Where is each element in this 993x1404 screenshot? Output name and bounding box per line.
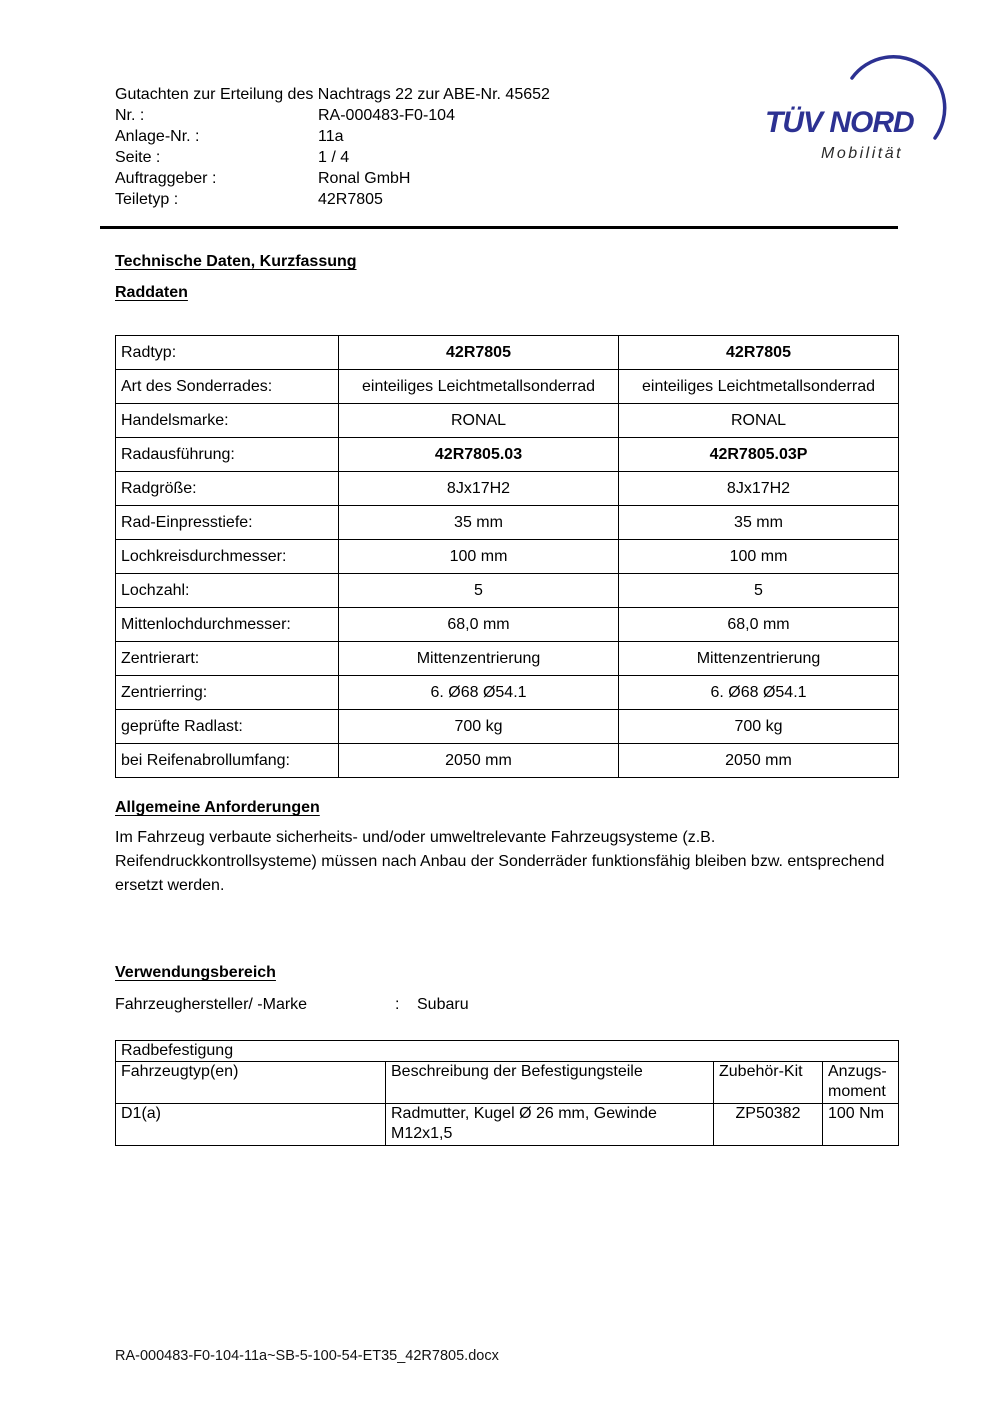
cell-beschreibung: Radmutter, Kugel Ø 26 mm, Gewinde M12x1,5 [386, 1104, 714, 1146]
table-row [116, 608, 899, 642]
header-field-row [115, 105, 898, 126]
header-field-row [115, 126, 898, 147]
row-value-2: Mittenzentrierung [619, 642, 899, 676]
table-row [116, 506, 899, 540]
row-value-1: einteiliges Leichtmetallsonderrad [339, 370, 619, 404]
row-value-2: 2050 mm [619, 744, 899, 778]
column-header-zubehoer-kit: Zubehör-Kit [714, 1062, 823, 1104]
header-field-label: Nr. : [115, 107, 145, 124]
radbefestigung-caption: Radbefestigung [116, 1041, 899, 1062]
column-header-anzugsmoment: Anzugs-moment [823, 1062, 899, 1104]
section-heading-technische-daten: Technische Daten, Kurzfassung [115, 253, 357, 270]
row-label: bei Reifenabrollumfang: [116, 744, 339, 778]
cell-zubehoer-kit: ZP50382 [714, 1104, 823, 1146]
column-header-fahrzeugtyp: Fahrzeugtyp(en) [116, 1062, 386, 1104]
row-label: Zentrierart: [116, 642, 339, 676]
row-value-2: 5 [619, 574, 899, 608]
header-field-row [115, 147, 898, 168]
header-field-value: 11a [318, 128, 344, 145]
row-value-2: RONAL [619, 404, 899, 438]
fahrzeughersteller-row [115, 996, 898, 1014]
row-value-2: 42R7805 [619, 336, 899, 370]
table-row [116, 540, 899, 574]
cell-fahrzeugtyp: D1(a) [116, 1104, 386, 1146]
page-footer-filename: RA-000483-F0-104-11a~SB-5-100-54-ET35_42R7805.docx [115, 1348, 499, 1364]
row-value-1: 42R7805 [339, 336, 619, 370]
table-row [116, 642, 899, 676]
allgemeine-anforderungen-text: Im Fahrzeug verbaute sicherheits- und/oder umweltrelevante Fahrzeugsysteme (z.B. Reifendruckkontrollsysteme) müssen nach Anbau der Sonderräder funktionsfähig bleiben bzw. entsprechend ersetzt werden. [115, 829, 885, 894]
row-label: Radgröße: [116, 472, 339, 506]
row-value-1: RONAL [339, 404, 619, 438]
row-value-2: 100 mm [619, 540, 899, 574]
row-value-1: 5 [339, 574, 619, 608]
row-label: Mittenlochdurchmesser: [116, 608, 339, 642]
row-value-1: 100 mm [339, 540, 619, 574]
row-value-1: Mittenzentrierung [339, 642, 619, 676]
row-label: Lochzahl: [116, 574, 339, 608]
row-value-1: 700 kg [339, 710, 619, 744]
fahrzeughersteller-value: Subaru [417, 996, 469, 1013]
row-value-1: 6. Ø68 Ø54.1 [339, 676, 619, 710]
row-value-1: 8Jx17H2 [339, 472, 619, 506]
table-row [116, 404, 899, 438]
header-field-value: RA-000483-F0-104 [318, 107, 455, 124]
row-label: Radausführung: [116, 438, 339, 472]
row-value-2: 8Jx17H2 [619, 472, 899, 506]
row-value-1: 68,0 mm [339, 608, 619, 642]
table-row [116, 370, 899, 404]
row-label: Rad-Einpresstiefe: [116, 506, 339, 540]
table-row [116, 574, 899, 608]
header-field-label: Seite : [115, 149, 161, 166]
logo-brand-text: TÜV NORD [765, 106, 914, 139]
header-field-label: Teiletyp : [115, 191, 179, 208]
row-label: Lochkreisdurchmesser: [116, 540, 339, 574]
section-heading-raddaten: Raddaten [115, 284, 188, 301]
table-row [116, 438, 899, 472]
table-row [116, 1104, 899, 1146]
table-row [116, 472, 899, 506]
table-header-row [116, 1062, 899, 1104]
row-value-2: 6. Ø68 Ø54.1 [619, 676, 899, 710]
document-header [115, 84, 898, 210]
header-field-label: Anlage-Nr. : [115, 128, 200, 145]
row-label: Art des Sonderrades: [116, 370, 339, 404]
header-rule [100, 226, 898, 229]
row-value-2: 42R7805.03P [619, 438, 899, 472]
row-value-2: 68,0 mm [619, 608, 899, 642]
row-value-1: 35 mm [339, 506, 619, 540]
table-caption-row [116, 1041, 899, 1062]
section-heading-verwendungsbereich: Verwendungsbereich [115, 964, 276, 981]
header-field-value: Ronal GmbH [318, 170, 411, 187]
row-label: Radtyp: [116, 336, 339, 370]
header-field-value: 42R7805 [318, 191, 383, 208]
row-label: Handelsmarke: [116, 404, 339, 438]
row-value-1: 2050 mm [339, 744, 619, 778]
fahrzeughersteller-label: Fahrzeughersteller/ -Marke [115, 996, 308, 1013]
cell-anzugsmoment: 100 Nm [823, 1104, 899, 1146]
column-header-beschreibung: Beschreibung der Befestigungsteile [386, 1062, 714, 1104]
radbefestigung-table [115, 1040, 899, 1146]
header-field-value: 1 / 4 [318, 149, 350, 166]
row-value-2: 700 kg [619, 710, 899, 744]
row-label: geprüfte Radlast: [116, 710, 339, 744]
document-title: Gutachten zur Erteilung des Nachtrags 22 zur ABE-Nr. 45652 [115, 86, 550, 103]
header-field-label: Auftraggeber : [115, 170, 217, 187]
table-row [116, 710, 899, 744]
logo-subtitle: Mobilität [821, 145, 904, 162]
fahrzeughersteller-colon: : [395, 996, 400, 1013]
header-field-row [115, 189, 898, 210]
raddaten-table [115, 335, 899, 778]
row-value-2: einteiliges Leichtmetallsonderrad [619, 370, 899, 404]
table-row [116, 676, 899, 710]
table-row [116, 336, 899, 370]
header-field-row [115, 168, 898, 189]
row-label: Zentrierring: [116, 676, 339, 710]
section-heading-allgemeine-anforderungen: Allgemeine Anforderungen [115, 799, 320, 816]
row-value-2: 35 mm [619, 506, 899, 540]
row-value-1: 42R7805.03 [339, 438, 619, 472]
table-row [116, 744, 899, 778]
